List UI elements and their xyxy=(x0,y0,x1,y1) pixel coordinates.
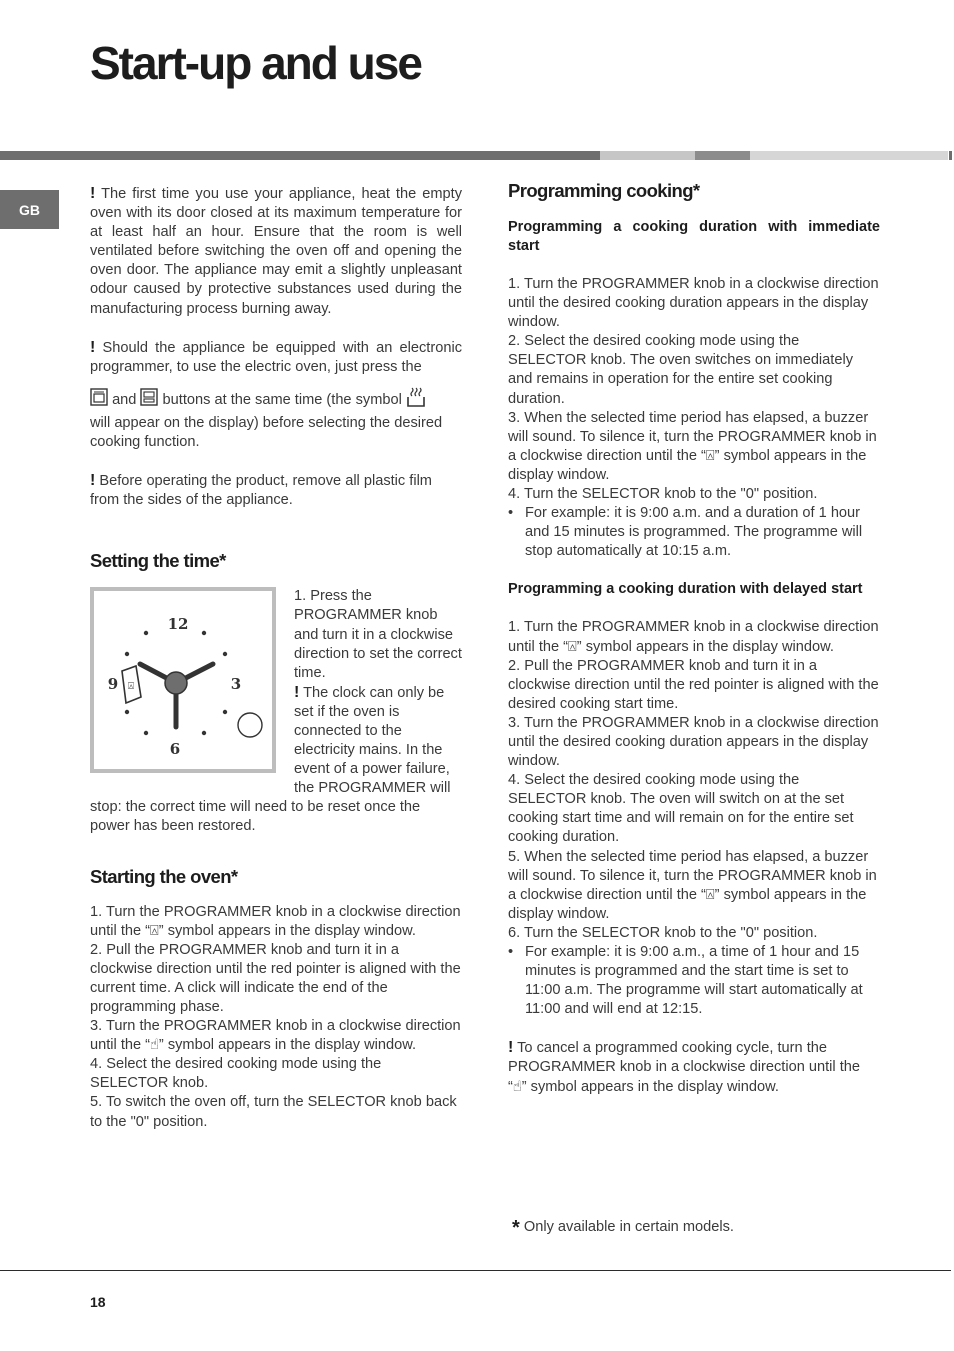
starting-oven-step: 1. Turn the PROGRAMMER knob in a clockwise direction until the “⍓” symbol appears in the display window. xyxy=(90,903,461,939)
setting-time-section xyxy=(90,587,462,836)
band-segment xyxy=(600,151,695,160)
starting-oven-steps xyxy=(90,903,462,1132)
delayed-steps xyxy=(508,618,880,1019)
band-segment xyxy=(0,151,600,160)
band-segment xyxy=(750,151,948,160)
page-number: 18 xyxy=(90,1294,106,1310)
clock-label-12: 12 xyxy=(167,615,189,634)
intro-paragraph-2-end: will appear on the display) before selecting the desired cooking function. xyxy=(90,414,443,451)
immediate-step: 2. Select the desired cooking mode using the SELECTOR knob. The oven switches on immediately and remains in operation for the entire set cooking duration. xyxy=(508,333,854,407)
setting-time-note-text: The clock can only be set if the oven is connected to the electricity mains. In the event of a power failure, the PROGRAMMER will stop: the correct time will need to be reset once the power has been restored. xyxy=(90,684,451,835)
immediate-steps xyxy=(508,275,880,561)
immediate-example xyxy=(508,504,880,561)
starting-oven-step: 5. To switch the oven off, turn the SELECTOR knob back to the "0" position. xyxy=(90,1094,457,1130)
footnote-star: * xyxy=(512,1217,520,1239)
left-column xyxy=(90,184,462,1132)
immediate-example-text: For example: it is 9:00 a.m. and a duration of 1 hour and 15 minutes is programmed. The programme will stop automatically at 10:15 a.m. xyxy=(525,505,863,560)
delayed-step: 5. When the selected time period has elapsed, a buzzer will sound. To silence it, turn the PROGRAMMER knob in a clockwise direction until the “⍓” symbol appears in the display window. xyxy=(508,848,877,922)
warning-mark: ! xyxy=(508,1039,514,1057)
intro-text-2a: Should the appliance be equipped with an electronic programmer, to use the electric oven, just press the xyxy=(90,339,462,375)
delayed-step: 4. Select the desired cooking mode using the SELECTOR knob. The oven will switch on at the set cooking start time and will remain on for the entire set cooking duration. xyxy=(508,772,854,846)
intro-paragraph-3 xyxy=(90,471,462,510)
oven-button-icon xyxy=(90,388,108,412)
intro-text-3: Before operating the product, remove all plastic film from the sides of the appliance. xyxy=(90,473,432,509)
delayed-step: 2. Pull the PROGRAMMER knob and turn it in a clockwise direction until the red pointer is aligned with the desired cooking start time. xyxy=(508,657,879,712)
footnote xyxy=(512,1217,734,1240)
immediate-step: 1. Turn the PROGRAMMER knob in a clockwise direction until the desired cooking duration appears in the display window. xyxy=(508,276,879,331)
warning-mark: ! xyxy=(294,683,300,701)
footnote-text: Only available in certain models. xyxy=(523,1219,734,1235)
intro-text-2b: buttons at the same time (the symbol xyxy=(162,391,402,408)
band-segment xyxy=(695,151,750,160)
intro-paragraph-2 xyxy=(90,338,462,377)
svg-text:⍓: ⍓ xyxy=(128,681,134,693)
programming-heading: Programming cooking* xyxy=(508,180,700,201)
starting-oven-step: 3. Turn the PROGRAMMER knob in a clockwise direction until the “☝” symbol appears in the display window. xyxy=(90,1018,461,1054)
starting-oven-heading: Starting the oven* xyxy=(90,865,238,887)
delayed-subheading: Programming a cooking duration with delayed start xyxy=(508,581,863,598)
band-segment xyxy=(949,151,952,160)
clock-label-9: 9 xyxy=(107,675,119,694)
delayed-example xyxy=(508,943,880,1019)
intro-text-1: The first time you use your appliance, heat the empty oven with its door closed at its maximum temperature for at least half an hour. Ensure that the room is well ventilated before switching the oven off and opening the oven door. The appliance may emit a slightly unpleasant odour caused by protective substances used during the manufacturing process burning away. xyxy=(90,186,462,317)
red-pointer-marker xyxy=(238,713,262,737)
clock-diagram xyxy=(90,587,276,773)
delayed-step: 3. Turn the PROGRAMMER knob in a clockwise direction until the desired cooking duration appears in the display window. xyxy=(508,714,879,770)
clock-button-icon xyxy=(140,388,158,412)
starting-oven-step: 4. Select the desired cooking mode using the SELECTOR knob. xyxy=(90,1056,382,1092)
warning-mark: ! xyxy=(90,338,96,356)
warning-mark: ! xyxy=(90,472,96,490)
immediate-step: 4. Turn the SELECTOR knob to the "0" position. xyxy=(508,486,818,503)
clock-label-3: 3 xyxy=(230,675,242,694)
delayed-step: 6. Turn the SELECTOR knob to the "0" position. xyxy=(508,924,818,941)
starting-oven-step: 2. Pull the PROGRAMMER knob and turn it in a clockwise direction until the red pointer is aligned with the current time. A click will indicate the end of the programming phase. xyxy=(90,941,461,1015)
right-column xyxy=(508,178,880,1097)
immediate-subheading: Programming a cooking duration with immediate start xyxy=(508,219,880,254)
delayed-example-text: For example: it is 9:00 a.m., a time of 1 hour and 15 minutes is programmed and the start time is set to 11:00 a.m. The programme will start automatically at 11:00 and will end at 12:15. xyxy=(525,944,863,1018)
cancel-note xyxy=(508,1038,880,1096)
bullet-mark: • xyxy=(508,944,514,960)
setting-time-heading: Setting the time* xyxy=(90,550,226,572)
warning-mark: ! xyxy=(90,185,96,202)
setting-time-step-1: 1. Press the PROGRAMMER knob and turn it in a clockwise direction to set the correct time. xyxy=(294,588,462,681)
intro-and: and xyxy=(112,391,137,408)
intro-paragraph-1 xyxy=(90,184,462,319)
cooking-pot-icon xyxy=(406,386,426,414)
page-title: Start-up and use xyxy=(90,37,421,89)
intro-paragraph-2-cont xyxy=(90,386,462,414)
immediate-step: 3. When the selected time period has elapsed, a buzzer will sound. To silence it, turn the PROGRAMMER knob in a clockwise direction until the “⍓” symbol appears in the display window. xyxy=(508,409,877,483)
delayed-step: 1. Turn the PROGRAMMER knob in a clockwise direction until the “⍓” symbol appears in the display window. xyxy=(508,619,879,655)
footer-rule xyxy=(0,1270,951,1271)
cancel-note-text: To cancel a programmed cooking cycle, turn the PROGRAMMER knob in a clockwise direction until the “☝” symbol appears in the display window. xyxy=(508,1040,861,1095)
bullet-mark: • xyxy=(508,505,514,522)
language-tab: GB xyxy=(0,190,59,229)
clock-label-6: 6 xyxy=(169,740,181,759)
